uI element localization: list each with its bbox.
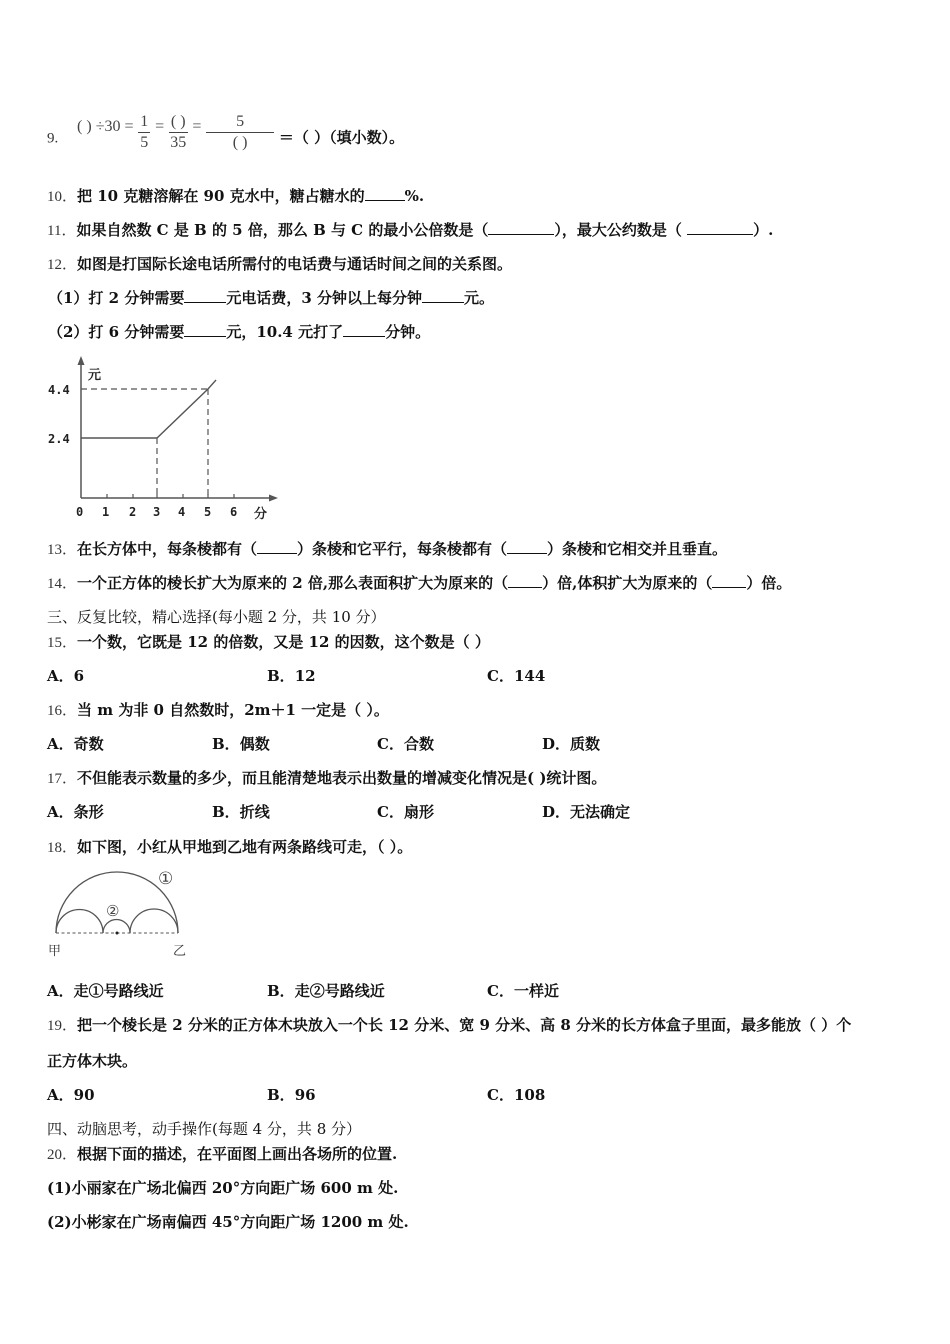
section-4-title: 四、动脑思考，动手操作(每题 4 分，共 8 分）	[47, 1120, 362, 1138]
svg-text:3: 3	[153, 505, 161, 519]
route-diagram	[40, 860, 200, 970]
route-2-arc-middle	[103, 920, 130, 934]
answer-blank[interactable]	[343, 322, 385, 337]
option-b[interactable]: B．折线	[212, 803, 270, 821]
x-axis-label: 分	[254, 507, 268, 522]
question-17: 17．不但能表示数量的多少，而且能清楚地表示出数量的增减变化情况是( )统计图。	[47, 769, 607, 787]
question-11: 11．如果自然数 C 是 B 的 5 倍，那么 B 与 C 的最小公倍数是（ ），最大公约数是（ ）.	[47, 221, 774, 239]
option-c[interactable]: C．108	[487, 1086, 546, 1104]
question-18: 18．如下图，小红从甲地到乙地有两条路线可走，（ ）。	[47, 838, 413, 856]
start-label: 甲	[48, 944, 62, 959]
end-label: 乙	[173, 944, 187, 959]
option-a[interactable]: A．条形	[47, 803, 104, 821]
question-16: 16．当 m 为非 0 自然数时，2m＋1 一定是（ ）。	[47, 701, 389, 719]
question-19-cont: 正方体木块。	[47, 1052, 138, 1070]
svg-text:4: 4	[178, 505, 186, 519]
route-2-label: ②	[106, 902, 120, 920]
question-12-part-2: （2）打 6 分钟需要 元，10.4 元打了 分钟。	[48, 323, 431, 341]
option-a[interactable]: A．走①号路线近	[47, 982, 164, 1000]
svg-text:0: 0	[76, 505, 84, 519]
question-20-part-2: (2)小彬家在广场南偏西 45°方向距广场 1200 m 处.	[47, 1213, 409, 1231]
fraction-3: $\frac{5}{( )}$	[206, 112, 274, 153]
question-13: 13．在长方体中，每条棱都有（ ）条棱和它平行，每条棱都有（ ）条棱和它相交并且垂直。	[47, 540, 728, 558]
svg-text:2.4: 2.4	[48, 432, 70, 446]
question-10: 10．把 10 克糖溶解在 90 克水中，糖占糖水的 %.	[47, 187, 425, 205]
option-c[interactable]: C．一样近	[487, 982, 559, 1000]
svg-text:1: 1	[102, 505, 110, 519]
math-lead: ( ) ÷30 =	[77, 117, 134, 135]
route-2-arc-left	[56, 910, 103, 934]
option-b[interactable]: B．12	[267, 667, 316, 685]
option-c[interactable]: C．合数	[377, 735, 434, 753]
answer-blank[interactable]	[508, 573, 542, 588]
answer-blank[interactable]	[422, 288, 464, 303]
answer-blank-gcd[interactable]	[687, 220, 753, 235]
answer-blank[interactable]	[257, 539, 297, 554]
answer-blank[interactable]	[365, 186, 405, 201]
question-20-part-1: (1)小丽家在广场北偏西 20°方向距广场 600 m 处.	[47, 1179, 399, 1197]
option-c[interactable]: C．144	[487, 667, 546, 685]
answer-blank[interactable]	[712, 573, 746, 588]
svg-text:2: 2	[129, 505, 137, 519]
question-12-part-1: （1）打 2 分钟需要 元电话费，3 分钟以上每分钟 元。	[48, 289, 495, 307]
fraction-2: $\frac{( )}{35}$	[170, 113, 187, 151]
x-axis-arrow-icon	[269, 495, 278, 502]
option-b[interactable]: B．96	[267, 1086, 316, 1104]
question-20: 20．根据下面的描述，在平面图上画出各场所的位置.	[47, 1145, 398, 1163]
question-number: 9.	[47, 130, 59, 147]
option-a[interactable]: A．6	[47, 667, 85, 685]
option-b[interactable]: B．偶数	[212, 735, 270, 753]
option-d[interactable]: D．无法确定	[542, 803, 631, 821]
answer-blank-lcm[interactable]	[488, 220, 554, 235]
y-axis-label: 元	[88, 368, 102, 383]
svg-text:6: 6	[230, 505, 238, 519]
svg-text:4.4: 4.4	[48, 383, 70, 397]
answer-blank[interactable]	[184, 322, 226, 337]
q9-tail: ＝（ ）（填小数）。	[278, 128, 405, 147]
option-a[interactable]: A．90	[47, 1086, 95, 1104]
question-19: 19．把一个棱长是 2 分米的正方体木块放入一个长 12 分米、宽 9 分米、高 8 分米的长方体盒子里面，最多能放（ ）个	[47, 1016, 852, 1034]
answer-blank[interactable]	[184, 288, 226, 303]
route-2-arc-right	[130, 909, 178, 933]
option-a[interactable]: A．奇数	[47, 735, 104, 753]
question-15: 15．一个数，它既是 12 的倍数，又是 12 的因数，这个数是（ ）	[47, 633, 490, 651]
section-3-title: 三、反复比较，精心选择(每小题 2 分，共 10 分）	[47, 608, 386, 626]
option-c[interactable]: C．扇形	[377, 803, 434, 821]
svg-text:5: 5	[204, 505, 212, 519]
question-9: 9. ( ) ÷30 = $\frac{1}{5}$ = $\frac{( )}{35}$ = $\frac{5}{( )}$ ＝（ ）（填小数）。	[47, 113, 405, 151]
option-d[interactable]: D．质数	[542, 735, 601, 753]
option-b[interactable]: B．走②号路线近	[267, 982, 385, 1000]
route-1-label: ①	[158, 869, 174, 889]
y-axis-arrow-icon	[78, 356, 85, 365]
question-14: 14．一个正方体的棱长扩大为原来的 2 倍,那么表面积扩大为原来的（ ）倍,体积扩大为原来的（ ）倍。	[47, 574, 792, 592]
fraction-1: $\frac{1}{5}$	[140, 113, 149, 151]
question-12: 12．如图是打国际长途电话所需付的电话费与通话时间之间的关系图。	[47, 255, 513, 273]
answer-blank[interactable]	[507, 539, 547, 554]
phone-fee-chart	[40, 350, 290, 530]
